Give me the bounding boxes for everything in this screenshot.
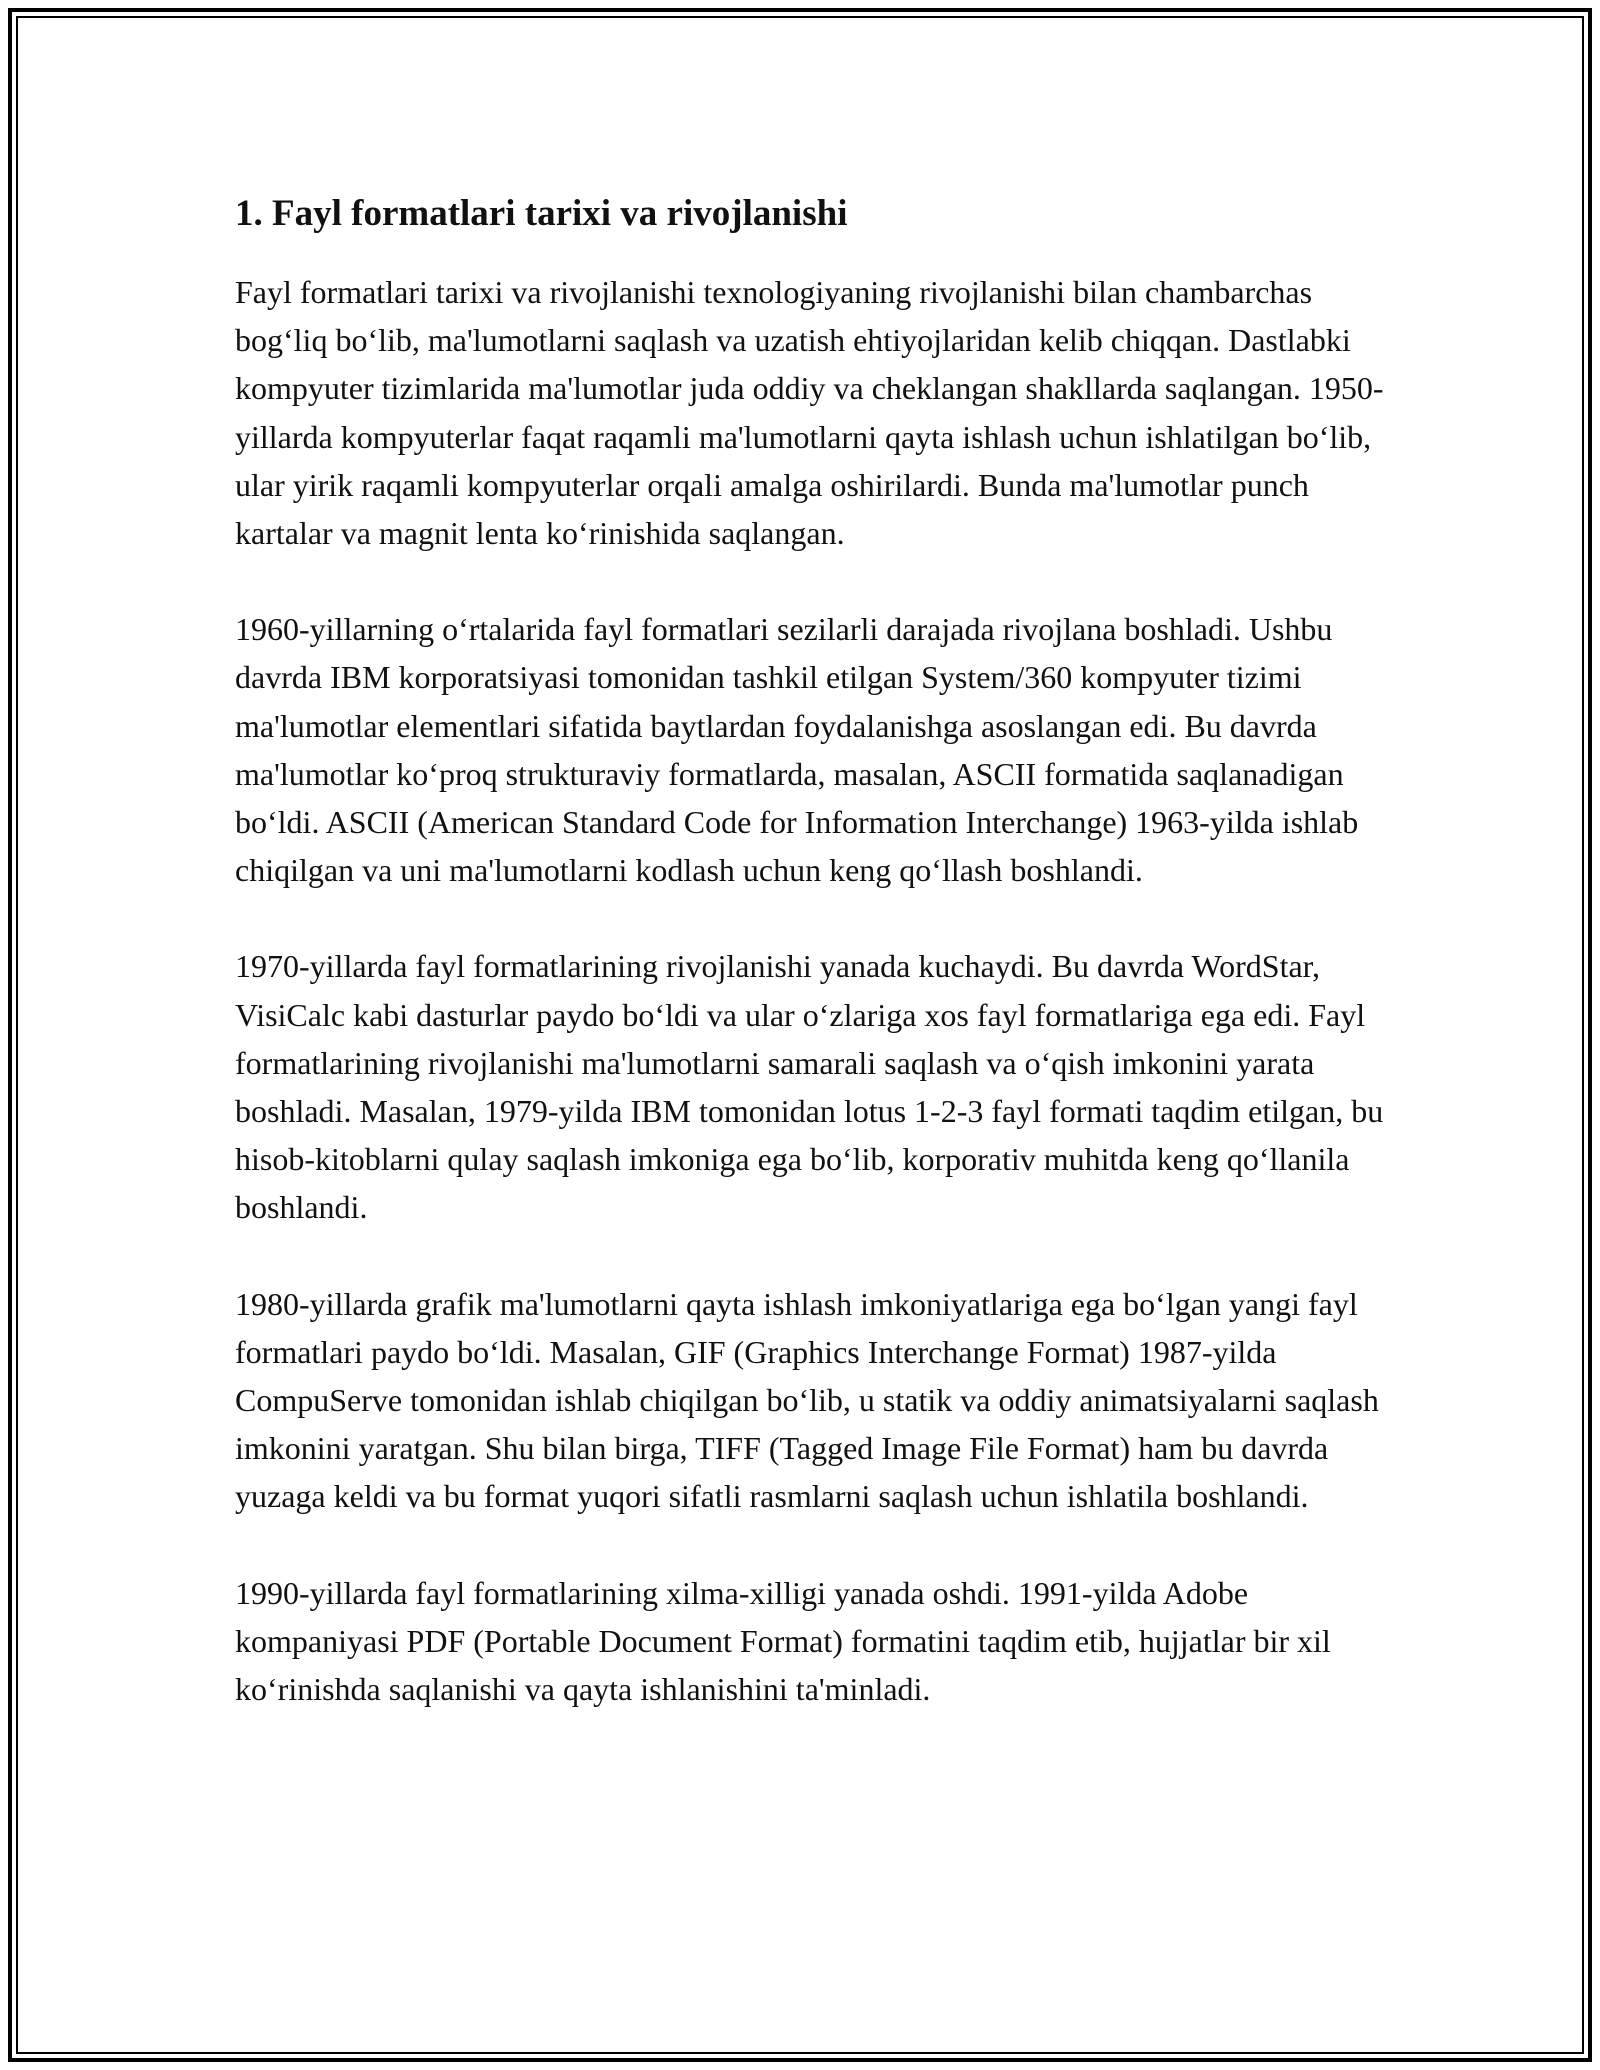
paragraph-1950s: Fayl formatlari tarixi va rivojlanishi texnologiyaning rivojlanishi bilan chambarchas bogʻliq boʻlib, ma'lumotlarni saqlash va uzatish ehtiyojlaridan kelib chiqqan. Dastlabki kompyuter tizimlarida ma'lumotlar juda oddiy va cheklangan shakllarda saqlangan. 1950-yillarda kompyuterlar faqat raqamli ma'lumotlarni qayta ishlash uchun ishlatilgan boʻlib, ular yirik raqamli kompyuterlar orqali amalga oshirilardi. Bunda ma'lumotlar punch kartalar va magnit lenta koʻrinishida saqlangan. xyxy=(235,274,1384,552)
paragraph-1980s: 1980-yillarda grafik ma'lumotlarni qayta ishlash imkoniyatlariga ega boʻlgan yangi fayl formatlari paydo boʻldi. Masalan, GIF (Graphics Interchange Format) 1987-yilda CompuServe tomonidan ishlab chiqilgan boʻlib, u statik va oddiy animatsiyalarni saqlash imkonini yaratgan. Shu bilan birga, TIFF (Tagged Image File Format) ham bu davrda yuzaga keldi va bu format yuqori sifatli rasmlarni saqlash uchun ishlatila boshlandi. xyxy=(235,1285,1379,1515)
paragraph-1970s: 1970-yillarda fayl formatlarining rivojlanishi yanada kuchaydi. Bu davrda WordStar, VisiCalc kabi dasturlar paydo boʻldi va ular oʻzlariga xos fayl formatlariga ega edi. Fayl formatlarining rivojlanishi ma'lumotlarni samarali saqlash va oʻqish imkonini yarata boshladi. Masalan, 1979-yilda IBM tomonidan lotus 1-2-3 fayl formati taqdim etilgan, bu hisob-kitoblarni qulay saqlash imkoniga ega boʻlib, korporativ muhitda keng qoʻllanila boshlandi. xyxy=(235,948,1384,1226)
paragraph-1990s: 1990-yillarda fayl formatlarining xilma-xilligi yanada oshdi. 1991-yilda Adobe kompaniyasi PDF (Portable Document Format) formatini taqdim etib, hujjatlar bir xil koʻrinishda saqlanishi va qayta ishlanishini ta'minladi. xyxy=(235,1574,1331,1708)
section-heading: 1. Fayl formatlari tarixi va rivojlanishi xyxy=(235,193,848,234)
paragraph-1960s: 1960-yillarning oʻrtalarida fayl formatlari sezilarli darajada rivojlana boshladi. Ushbu davrda IBM korporatsiyasi tomonidan tashkil etilgan System/360 kompyuter tizimi ma'lumotlar elementlari sifatida baytlardan foydalanishga asoslangan edi. Bu davrda ma'lumotlar koʻproq strukturaviy formatlarda, masalan, ASCII formatida saqlanadigan boʻldi. ASCII (American Standard Code for Information Interchange) 1963-yilda ishlab chiqilgan va uni ma'lumotlarni kodlash uchun keng qoʻllash boshlandi. xyxy=(235,611,1359,889)
document-body xyxy=(235,186,1385,1761)
